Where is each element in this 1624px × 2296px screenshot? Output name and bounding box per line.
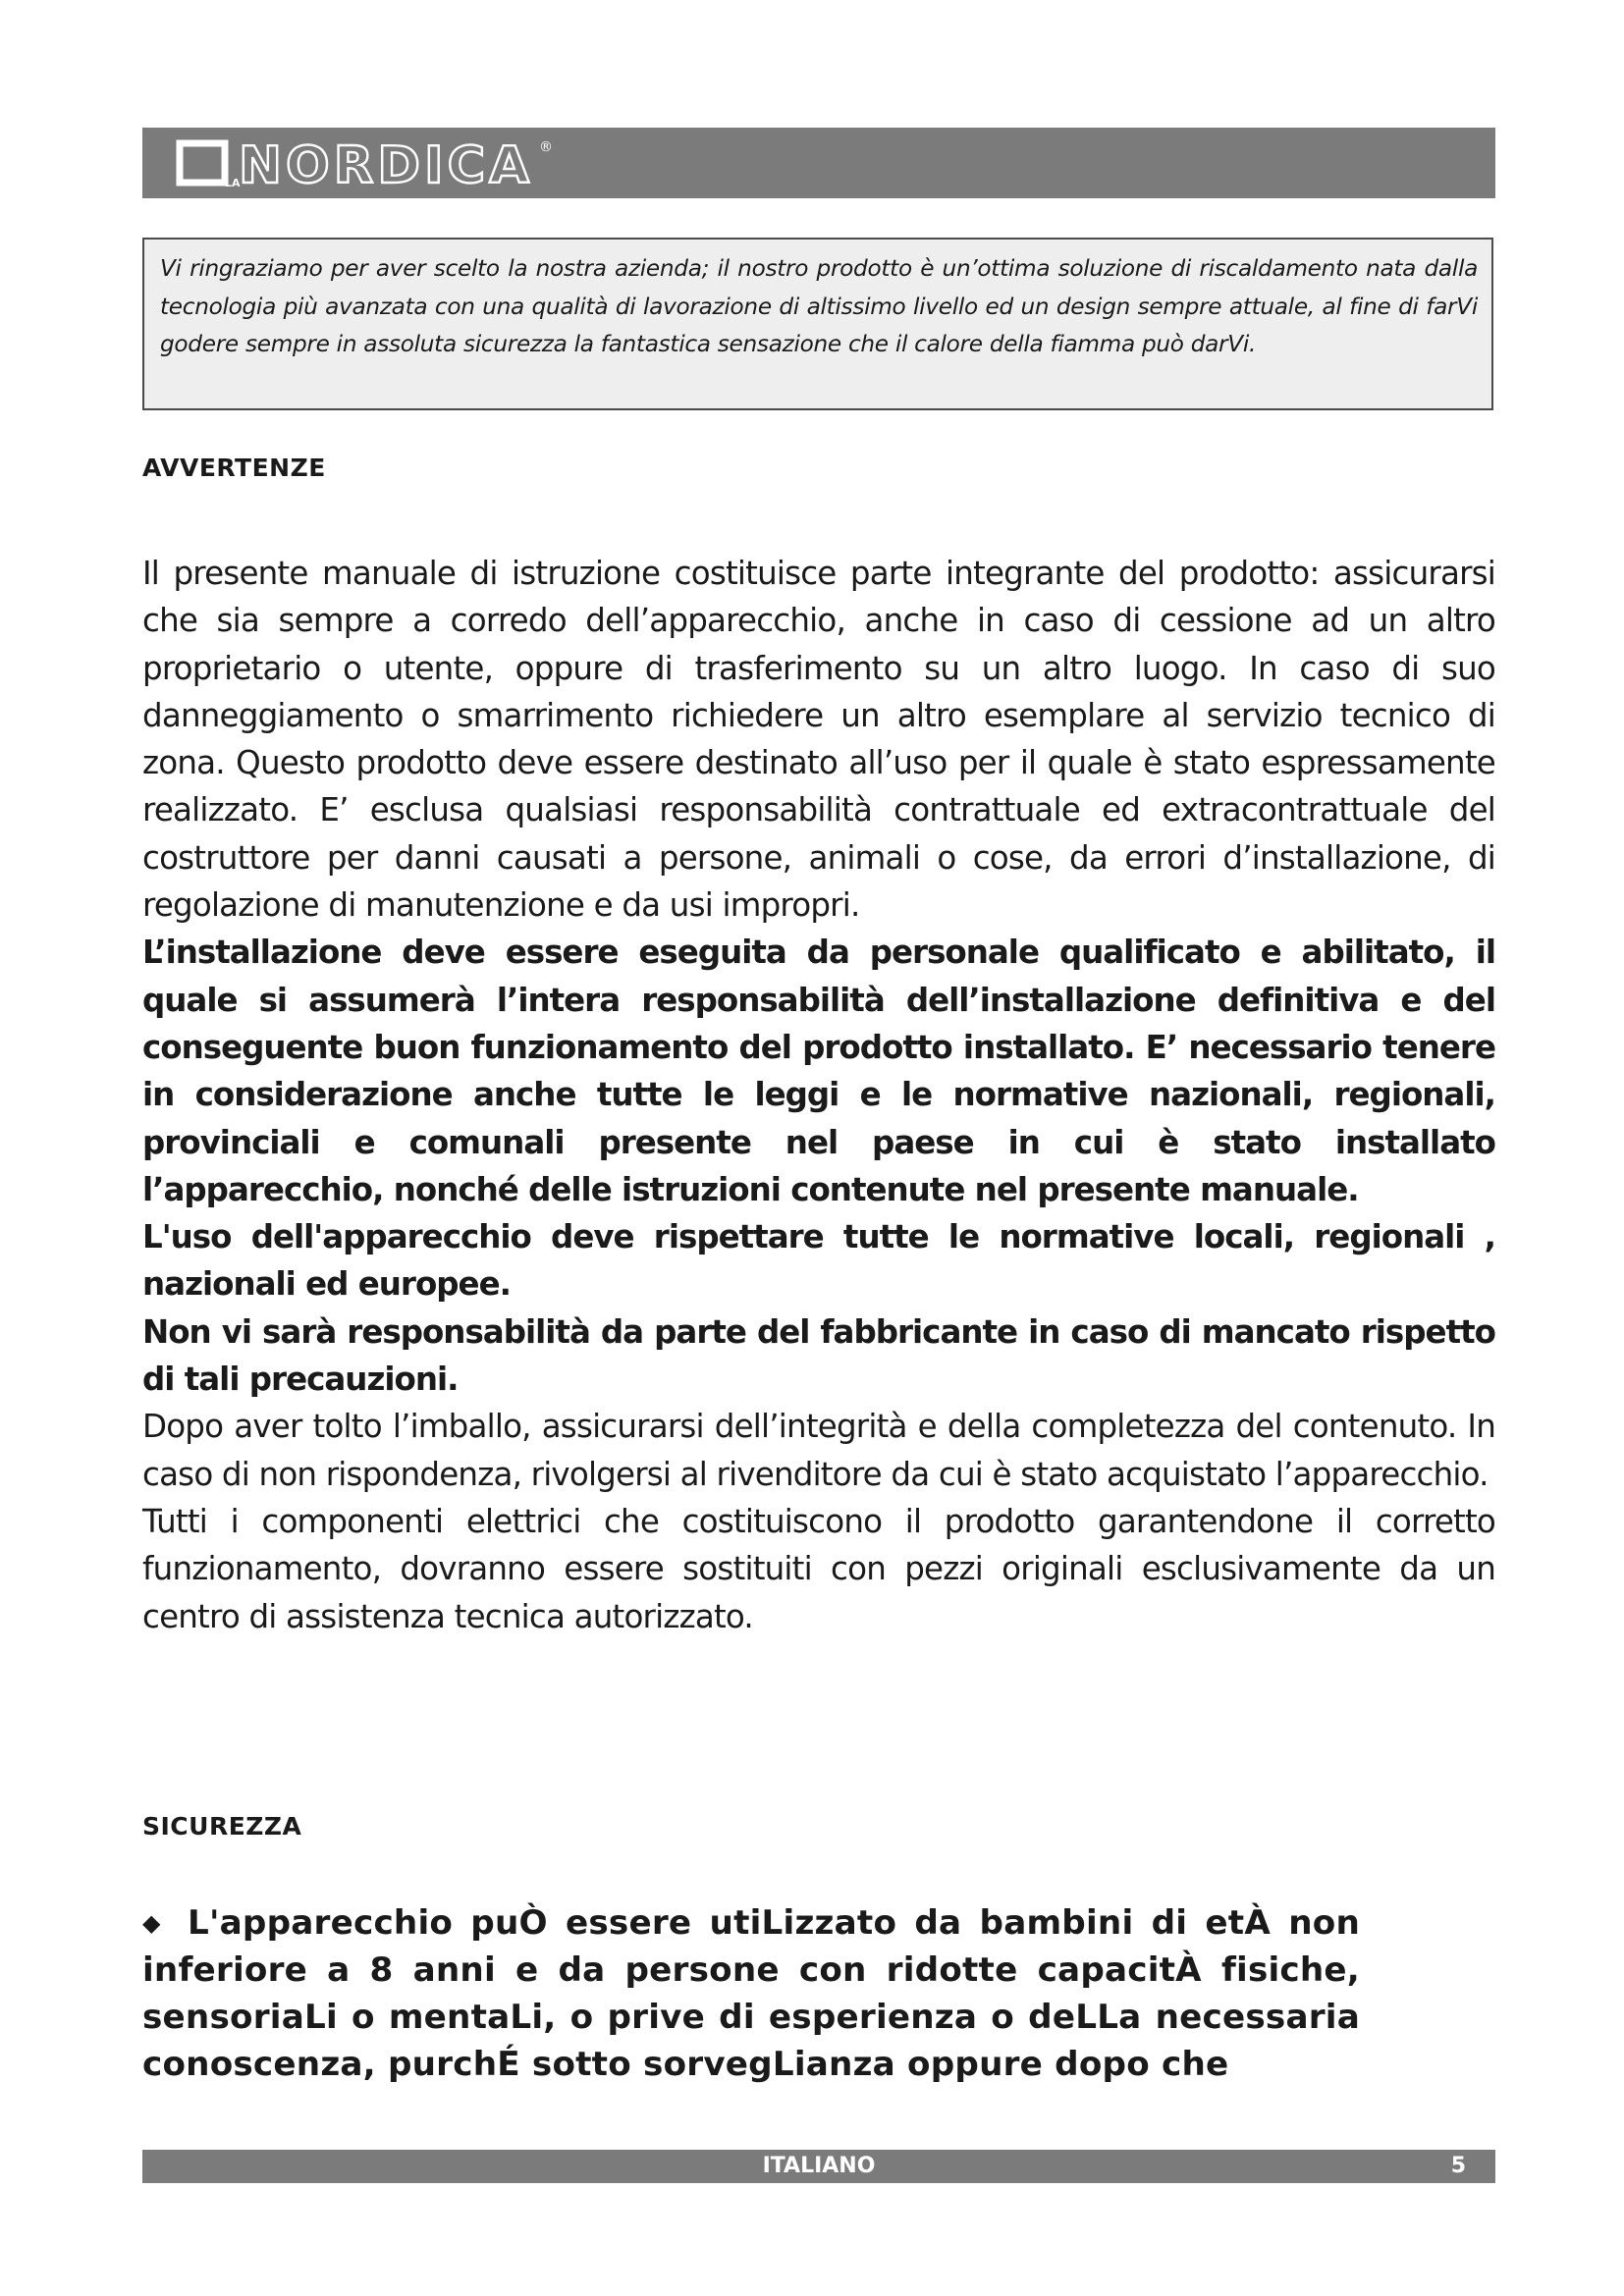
nordica-logo <box>174 133 567 192</box>
section-title-sicurezza: SICUREZZA <box>142 1812 302 1841</box>
intro-box <box>142 238 1493 410</box>
section-title-avvertenze: AVVERTENZE <box>142 454 326 482</box>
footer-language: ITALIANO <box>762 2154 876 2178</box>
paragraph-installation: L’installazione deve essere eseguita da personale qualificato e abilitato, il quale si assumerà l’intera responsabilità dell’installazione definitiva e del conseguente buon funzionamento del prodotto installato. E’ necessario tenere in considerazione anche tutte le leggi e le normative nazionali, regionali, provinciali e comunali presente nel paese in cui è stato installato l’apparecchio, nonché delle istruzioni contenute nel presente manuale. <box>142 934 1495 1208</box>
paragraph-unpacking: Dopo aver tolto l’imballo, assicurarsi dell’integrità e della completezza del contenuto. In caso di non rispondenza, rivolgersi al rivenditore da cui è stato acquistato l’apparecchio. <box>142 1408 1495 1493</box>
header-bar <box>142 128 1495 198</box>
page-number: 5 <box>1450 2154 1466 2178</box>
paragraph-regulations: L'uso dell'apparecchio deve rispettare tutte le normative locali, regionali , nazionali ed europee. <box>142 1218 1495 1304</box>
paragraph-components: Tutti i componenti elettrici che costituiscono il prodotto garantendone il corretto funzionamento, dovranno essere sostituiti con pezzi originali esclusivamente da un centro di assistenza tecnica autorizzato. <box>142 1502 1495 1635</box>
logo-wordmark: NORDICA <box>239 136 533 192</box>
sicurezza-bullet <box>142 1899 1360 2088</box>
paragraph-manual: Il presente manuale di istruzione costituisce parte integrante del prodotto: assicurarsi che sia sempre a corredo dell’apparecchio, anche in caso di cessione ad un altro proprietario o utente, oppure di trasferimento su un altro luogo. In caso di suo danneggiamento o smarrimento richiedere un altro esemplare al servizio tecnico di zona. Questo prodotto deve essere destinato all’uso per il quale è stato espressamente realizzato. E’ esclusa qualsiasi responsabilità contrattuale ed extracontrattuale del costruttore per danni causati a persone, animali o cose, da errori d’installazione, di regolazione di manutenzione e da usi impropri. <box>142 555 1495 925</box>
diamond-bullet-icon: ◆ <box>142 1909 161 1937</box>
logo-prefix: LA <box>225 177 241 189</box>
bullet-item <box>142 1899 1360 2088</box>
nordica-logo-graphic <box>174 133 567 192</box>
intro-text: Vi ringraziamo per aver scelto la nostra azienda; il nostro prodotto è un’ottima soluzione di riscaldamento nata dalla tecnologia più avanzata con una qualità di lavorazione di altissimo livello ed un design sempre attuale, al fine di farVi godere sempre in assoluta sicurezza la fantastica sensazione che il calore della fiamma può darVi. <box>160 255 1478 357</box>
avvertenze-body <box>142 550 1495 1640</box>
paragraph-liability: Non vi sarà responsabilità da parte del fabbricante in caso di mancato rispetto di tali precauzioni. <box>142 1312 1495 1399</box>
footer-bar <box>142 2150 1495 2183</box>
registered-mark: ® <box>539 139 553 155</box>
bullet-item-text: L'apparecchio puÒ essere utiLizzato da bambini di etÀ non inferiore a 8 anni e da persone con ridotte capacitÀ fisiche, sensoriaLi o mentaLi, o prive di esperienza o deLLa necessaria conoscenza, purchÉ sotto sorvegLianza oppure dopo che <box>142 1903 1360 2084</box>
